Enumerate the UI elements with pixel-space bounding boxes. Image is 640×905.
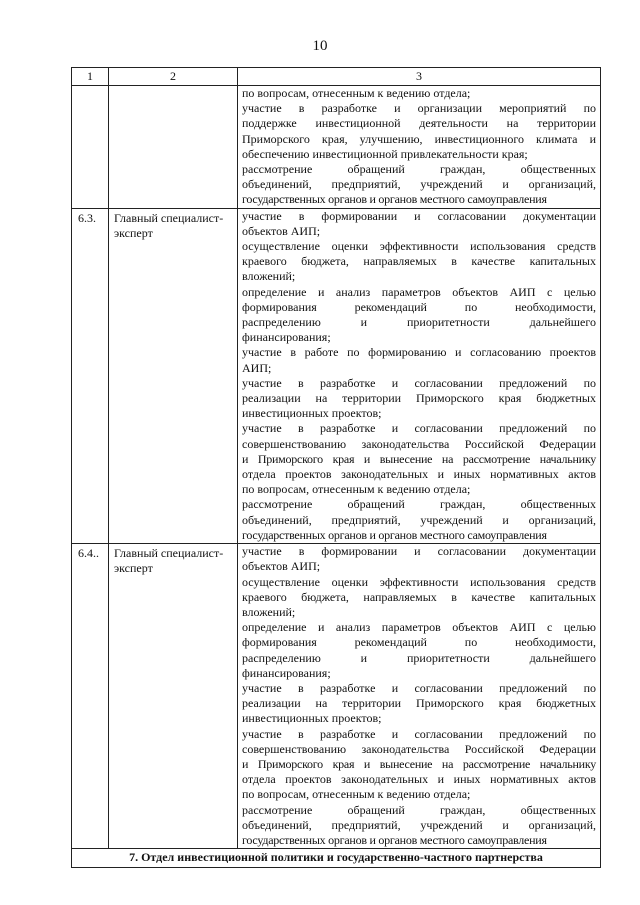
duty-line: осуществление оценки эффективности использования средств: [242, 239, 596, 254]
position-cell: [109, 86, 238, 209]
duty-line: Приморского края, улучшению, инвестиционного климата и: [242, 131, 596, 146]
duty-line: рассмотрение обращений граждан, общественных: [242, 162, 596, 177]
duty-line: обеспечению инвестиционной привлекательности края;: [242, 146, 528, 161]
duties-cell: [238, 86, 601, 209]
duty-line: реализации на территории Приморского края бюджетных: [242, 696, 596, 711]
duty-line: объектов АИП;: [242, 559, 321, 574]
duty-line: и Приморского края и вынесение на рассмотрение начальнику: [242, 756, 596, 771]
duty-line: определение и анализ параметров объектов АИП с целью: [242, 620, 596, 635]
section-heading: 7. Отдел инвестиционной политики и государственно-частного партнерства: [72, 849, 601, 868]
duties-cell: [238, 208, 601, 543]
table-header-row: [72, 68, 601, 86]
duty-line: совершенствованию законодательства Российской Федерации: [242, 436, 596, 451]
duty-line: объединений, предприятий, учреждений и организаций,: [242, 817, 596, 832]
number-cell: [72, 86, 109, 209]
position-cell: Главный специалист-эксперт: [109, 544, 238, 849]
duty-line: отдела проектов законодательных и иных нормативных актов: [242, 772, 596, 787]
duty-line: осуществление оценки эффективности использования средств: [242, 574, 596, 589]
duty-line: участие в разработке и согласовании предложений по: [242, 375, 596, 390]
duty-line: рассмотрение обращений граждан, общественных: [242, 802, 596, 817]
duty-line: совершенствованию законодательства Российской Федерации: [242, 741, 596, 756]
duty-line: реализации на территории Приморского края бюджетных: [242, 391, 596, 406]
duty-line: по вопросам, отнесенным к ведению отдела;: [242, 482, 471, 497]
header-cell: 2: [109, 68, 238, 86]
position-cell: Главный специалист-эксперт: [109, 208, 238, 543]
duty-line: инвестиционных проектов;: [242, 406, 382, 421]
duty-line: финансирования;: [242, 665, 331, 680]
number-cell: 6.3.: [72, 208, 109, 543]
duty-line: государственных органов и органов местного самоуправления: [242, 192, 547, 207]
duty-line: вложений;: [242, 604, 296, 619]
duty-line: распределению и приоритетности дальнейшего: [242, 650, 596, 665]
duty-line: участие в формировании и согласовании документации: [242, 544, 596, 559]
table-row: [72, 544, 601, 849]
duty-line: краевого бюджета, направляемых в качестве капитальных: [242, 254, 596, 269]
duty-line: инвестиционных проектов;: [242, 711, 382, 726]
duty-line: формирования рекомендаций по необходимости,: [242, 299, 596, 314]
duty-line: участие в разработке и согласовании предложений по: [242, 680, 596, 695]
duty-line: и Приморского края и вынесение на рассмотрение начальнику: [242, 451, 596, 466]
header-cell: 1: [72, 68, 109, 86]
duty-line: государственных органов и органов местного самоуправления: [242, 527, 547, 542]
duty-line: АИП;: [242, 360, 272, 375]
duty-line: объединений, предприятий, учреждений и организаций,: [242, 177, 596, 192]
duty-line: отдела проектов законодательных и иных нормативных актов: [242, 467, 596, 482]
duty-line: рассмотрение обращений граждан, общественных: [242, 497, 596, 512]
table-row-continuation: [72, 86, 601, 209]
duty-line: по вопросам, отнесенным к ведению отдела;: [242, 787, 471, 802]
duty-line: участие в разработке и согласовании предложений по: [242, 726, 596, 741]
duty-line: объединений, предприятий, учреждений и организаций,: [242, 512, 596, 527]
number-cell: 6.4..: [72, 544, 109, 849]
duty-line: по вопросам, отнесенным к ведению отдела;: [242, 86, 471, 100]
duty-line: государственных органов и органов местного самоуправления: [242, 832, 547, 847]
duty-line: распределению и приоритетности дальнейшего: [242, 315, 596, 330]
duty-line: участие в формировании и согласовании документации: [242, 208, 596, 223]
page-number: 10: [312, 38, 328, 54]
table-row: [72, 208, 601, 543]
duty-line: формирования рекомендаций по необходимости,: [242, 635, 596, 650]
duty-line: участие в разработке и согласовании предложений по: [242, 421, 596, 436]
duty-line: поддержке инвестиционной деятельности на территории: [242, 116, 596, 131]
duty-line: участие в разработке и организации мероприятий по: [242, 101, 596, 116]
duty-line: финансирования;: [242, 330, 331, 345]
duty-line: вложений;: [242, 269, 296, 284]
duty-line: краевого бюджета, направляемых в качестве капитальных: [242, 589, 596, 604]
section-heading-row: [72, 849, 601, 868]
duty-line: участие в работе по формированию и согласованию проектов: [242, 345, 596, 360]
duty-line: объектов АИП;: [242, 223, 321, 238]
duty-line: определение и анализ параметров объектов АИП с целью: [242, 284, 596, 299]
header-cell: 3: [238, 68, 601, 86]
duties-table: [71, 67, 601, 868]
duties-cell: [238, 544, 601, 849]
